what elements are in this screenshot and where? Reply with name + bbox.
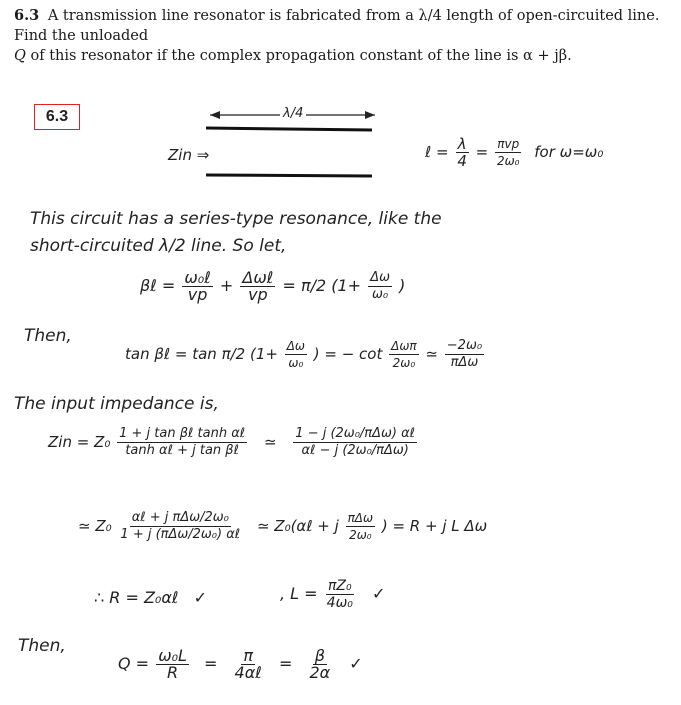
q-eq2: = xyxy=(278,654,293,673)
zin-label: Zin ⇒ xyxy=(168,146,210,164)
beta-eq: = xyxy=(282,276,296,295)
beta-rhs-a: π/2 (1+ xyxy=(300,276,362,295)
tan-lhs: tan βℓ = tan π/2 (1+ xyxy=(125,345,278,363)
z-f1-den: tanh αℓ + j tan βℓ xyxy=(125,443,239,458)
tan-num: Δω xyxy=(286,339,305,353)
l-frac2-num: πvp xyxy=(497,137,520,151)
problem-number: 6.3 xyxy=(14,7,40,24)
z-f2-num: 1 − j (2ω₀/πΔω) αℓ xyxy=(295,426,416,441)
zin-equation xyxy=(48,426,419,459)
q-equation xyxy=(118,648,363,681)
z-frac1 xyxy=(117,426,247,459)
q-frac3 xyxy=(307,648,332,681)
q-frac1 xyxy=(156,648,189,681)
beta-rhs-frac xyxy=(368,270,392,303)
beta-t2 xyxy=(240,270,275,303)
therefore-r xyxy=(94,588,207,607)
beta-t2-num: Δωℓ xyxy=(242,268,274,287)
q-f1-den: R xyxy=(166,663,179,682)
z2-in-frac xyxy=(346,510,375,543)
q-f3-den: 2α xyxy=(309,663,331,682)
l-result-num: πZ₀ xyxy=(327,578,352,594)
para1-line1: This circuit has a series-type resonance, like the xyxy=(30,209,442,229)
z-approx: ≃ xyxy=(263,433,277,451)
l-frac1-den: 4 xyxy=(457,152,467,170)
beta-t1-den: vp xyxy=(187,285,208,304)
tan-den: ω₀ xyxy=(288,356,304,370)
tan-rhs-num: −2ω₀ xyxy=(446,338,483,353)
beta-t2-den: vp xyxy=(248,285,268,304)
line-bottom-conductor xyxy=(206,175,372,176)
z2-rhs: ) = R + j L Δω xyxy=(381,517,488,535)
l-frac2-den: 2ω₀ xyxy=(496,154,520,168)
q-frac2 xyxy=(233,648,264,681)
l-frac2 xyxy=(495,136,522,169)
beta-rhs-num: Δω xyxy=(370,270,390,285)
tan-frac xyxy=(285,338,307,371)
tan-mid: ) = − cot xyxy=(313,345,383,363)
z2-in-den: 2ω₀ xyxy=(349,528,372,542)
l-for: for ω=ω₀ xyxy=(534,143,604,161)
problem-text-before: A transmission line resonator is fabricated from a λ/4 length of open-circuited line. Find the unloaded xyxy=(14,8,660,44)
cot-frac xyxy=(389,338,418,371)
q-f3-num: β xyxy=(314,646,325,665)
solution-badge: 6.3 xyxy=(34,104,80,130)
z2-mid: ≃ Z₀(αℓ + j xyxy=(256,517,339,535)
z2-lhs: ≃ Z₀ xyxy=(78,517,112,535)
l-expression xyxy=(425,136,603,169)
q-f2-den: 4αℓ xyxy=(234,663,262,682)
l-result-frac xyxy=(325,578,355,611)
tan-equation xyxy=(125,338,486,371)
z-f2-den: αℓ − j (2ω₀/πΔω) xyxy=(301,443,409,458)
l-eq: = xyxy=(475,143,493,161)
check-r: ✓ xyxy=(193,588,207,607)
cot-den: 2ω₀ xyxy=(392,356,416,370)
q-symbol: Q xyxy=(14,48,26,64)
z-frac2 xyxy=(293,426,417,459)
then-label-1: Then, xyxy=(24,326,72,346)
tan-rhs-den: πΔω xyxy=(450,355,479,370)
z2-den: 1 + j (πΔω/2ω₀) αℓ xyxy=(120,527,241,542)
then-label-2: Then, xyxy=(18,636,66,656)
z-f1-num: 1 + j tan βℓ tanh αℓ xyxy=(119,426,246,441)
z-lhs: Zin = Z₀ xyxy=(48,433,111,451)
para1-line2: short-circuited λ/2 line. So let, xyxy=(30,236,287,256)
problem-text-after: of this resonator if the complex propagation constant of the line is α + jβ. xyxy=(30,48,572,64)
beta-rhs-b: ) xyxy=(399,276,406,295)
l-frac1-num: λ xyxy=(457,135,467,153)
q-f1-num: ω₀L xyxy=(158,646,187,665)
beta-lhs: βℓ = xyxy=(140,276,176,295)
r-result: ∴ R = Z₀αℓ xyxy=(94,588,179,607)
lambda-label: λ/4 xyxy=(280,106,306,121)
beta-equation xyxy=(140,270,405,303)
l-lhs: ℓ = xyxy=(425,143,454,161)
tan-approx: ≃ xyxy=(425,345,438,363)
z2-num: αℓ + j πΔω/2ω₀ xyxy=(131,510,229,525)
check-q: ✓ xyxy=(349,654,363,673)
z2-frac xyxy=(118,510,242,543)
l-result-lhs: , L = xyxy=(280,584,318,603)
lambda-arrow-right xyxy=(365,111,375,119)
beta-rhs-den: ω₀ xyxy=(372,287,389,302)
line-top-conductor xyxy=(206,128,372,130)
q-eq1: = xyxy=(204,654,218,673)
check-l: ✓ xyxy=(372,584,386,603)
l-result xyxy=(280,578,385,611)
lambda-arrow-left xyxy=(210,111,220,119)
z2-in-num: πΔω xyxy=(347,511,374,525)
beta-plus: + xyxy=(219,276,234,295)
q-f2-num: π xyxy=(243,646,253,665)
input-impedance-label: The input impedance is, xyxy=(14,394,219,414)
l-result-den: 4ω₀ xyxy=(326,595,353,611)
z-approx-equation xyxy=(78,510,487,543)
beta-t1 xyxy=(182,270,212,303)
beta-t1-num: ω₀ℓ xyxy=(184,268,211,287)
l-frac1 xyxy=(455,136,469,169)
cot-num: Δωπ xyxy=(391,339,417,353)
tan-rhs-frac xyxy=(445,338,484,371)
q-lhs: Q = xyxy=(118,654,150,673)
